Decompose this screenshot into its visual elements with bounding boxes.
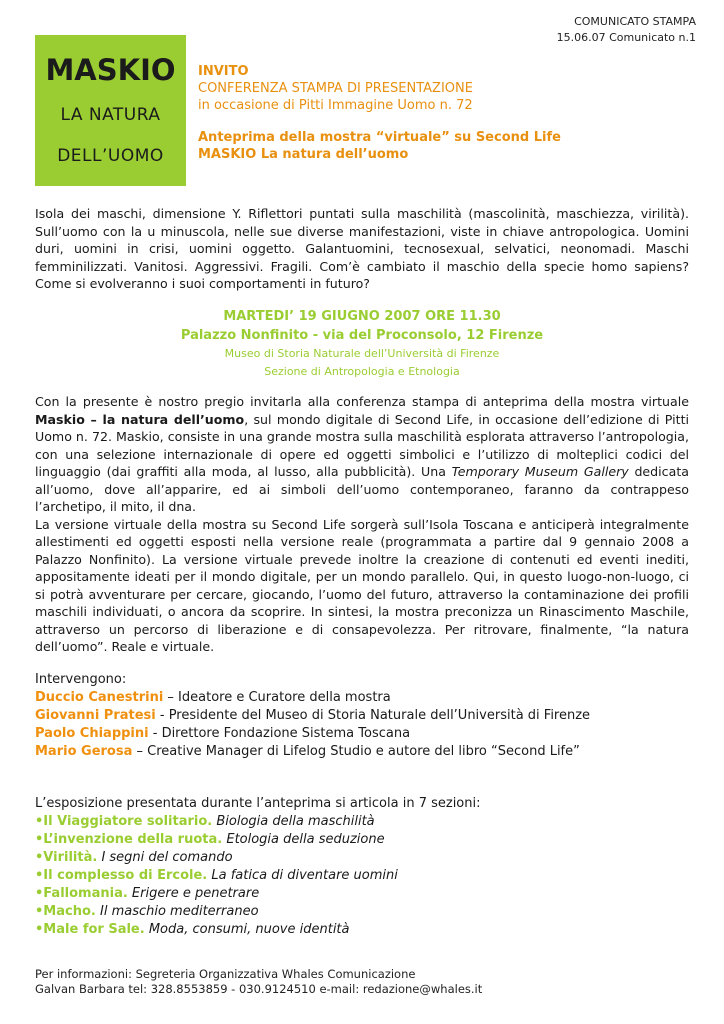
footer-contacts: Galvan Barbara tel: 328.8553859 - 030.9124510 e-mail: redazione@whales.it [35,982,483,996]
body-paragraph-2: La versione virtuale della mostra su Second Life sorgerà sull’Isola Toscana e anticiperà integralmente allestimenti ed oggetti esposti nella versione reale (programmata a partire dal 9 gennaio 2008 a Palazzo Nonfinito). La versione virtuale prevede inoltre la creazione di contenuti ed eventi inediti, appositamente ideati per il mondo digitale, per un mondo parallelo. Qui, in questo luogo-non-luogo, ci si potrà avventurare per cercare, giocando, l’uomo del futuro, attraverso la contaminazione dei profili maschili individuati, o ancora da scoprire. In sintesi, la mostra preconizza un Rinascimento Maschile, attraverso un percorso di liberazione e di consapevolezza. Per ritrovare, finalmente, “la natura dell’uomo”. Reale e virtuale. [35,516,689,654]
maskio-logo [35,35,186,186]
speaker-item: Duccio Canestrini – Ideatore e Curatore della mostra [35,690,391,705]
event-museum: Museo di Storia Naturale dell’Università di Firenze [224,347,500,360]
section-item: •L’invenzione della ruota. Etologia della seduzione [35,832,385,847]
logo-subtitle-1: LA NATURA [60,105,161,125]
speaker-item: Giovanni Pratesi - Presidente del Museo di Storia Naturale dell’Università di Firenze [35,708,591,723]
speakers-list [35,671,695,761]
body-text [35,393,689,656]
invite-preview: Anteprima della mostra “virtuale” su Second Life [198,130,561,145]
sections-list [35,795,695,939]
sections-heading: L’esposizione presentata durante l’anteprima si articola in 7 sezioni: [35,796,481,811]
logo-title: MASKIO [45,53,176,87]
section-item: •Virilità. I segni del comando [35,850,233,865]
speaker-item: Paolo Chiappini - Direttore Fondazione Sistema Toscana [35,726,411,741]
contact-footer [35,967,482,997]
event-date: MARTEDI’ 19 GIUGNO 2007 ORE 11.30 [223,309,501,324]
release-date-number: 15.06.07 Comunicato n.1 [556,31,696,44]
speaker-item: Mario Gerosa – Creative Manager di Lifelog Studio e autore del libro “Second Life” [35,744,580,759]
press-release-label: COMUNICATO STAMPA [574,15,696,28]
press-release-header [557,14,696,46]
section-item: •Macho. Il maschio mediterraneo [35,904,259,919]
exhibition-name: Maskio – la natura dell’uomo [35,411,245,427]
temporary-gallery: Temporary Museum Gallery [451,464,629,479]
section-item: •Il Viaggiatore solitario. Biologia della maschilità [35,814,375,829]
section-item: •Il complesso di Ercole. La fatica di diventare uomini [35,868,398,883]
logo-subtitle-2: DELL’UOMO [57,146,164,166]
speakers-heading: Intervengono: [35,672,127,687]
event-details [35,307,689,381]
invite-exhibition: MASKIO La natura dell’uomo [198,147,409,162]
invite-conference: CONFERENZA STAMPA DI PRESENTAZIONE [198,81,473,96]
section-item: •Fallomania. Erigere e penetrare [35,886,260,901]
invite-title: INVITO [198,64,249,79]
footer-info: Per informazioni: Segreteria Organizzativa Whales Comunicazione [35,967,416,981]
event-place: Palazzo Nonfinito - via del Proconsolo, 12 Firenze [180,328,544,343]
intro-paragraph: Isola dei maschi, dimensione Y. Riflettori puntati sulla maschilità (mascolinità, maschiezza, virilità). Sull’uomo con la u minuscola, nelle sue diverse manifestazioni, viste in chiave antropologica. Uomini duri, uomini in crisi, uomini oggetto. Galantuomini, tecnosexual, selvatici, neonomadi. Maschi femminilizzati. Vanitosi. Aggressivi. Fragili. Com’è cambiato il maschio della specie homo sapiens? Come si evolveranno i suoi comportamenti in futuro? [35,206,689,291]
section-item: •Male for Sale. Moda, consumi, nuove identità [35,922,350,937]
event-section: Sezione di Antropologia e Etnologia [264,365,460,378]
invite-occasion: in occasione di Pitti Immagine Uomo n. 72 [198,98,473,113]
invitation-block [198,63,561,163]
body-paragraph-1: Con la presente è nostro pregio invitarla alla conferenza stampa di anteprima della mostra virtuale Maskio – la natura dell’uomo, sul mondo digitale di Second Life, in occasione dell’edizione di Pitti Uomo n. 72. Maskio, consiste in una grande mostra sulla maschilità esplorata attraverso l’antropologia, con una selezione internazionale di opere ed oggetti simbolici e l’utilizzo di molteplici codici del linguaggio (dai graffiti alla moda, al lusso, alla pubblicità). Una Temporary Museum Gallery dedicata all’uomo, dove all’apparire, ed ai simboli dell’uomo contemporaneo, faranno da contrappeso l’archetipo, il mito, il dna. [35,394,689,514]
